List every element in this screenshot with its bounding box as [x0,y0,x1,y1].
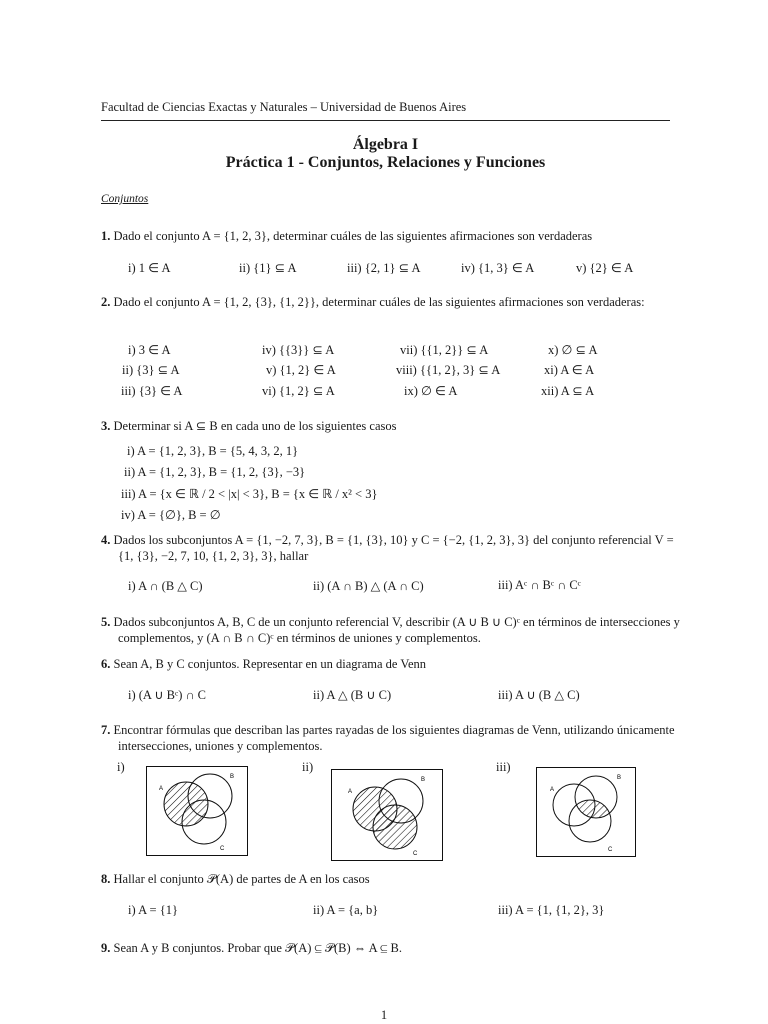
q6-item: iii) A ∪ (B △ C) [498,688,580,702]
venn-label-b: B [617,775,622,781]
question-text: Sean A, B y C conjuntos. Representar en un diagrama de Venn [113,657,427,671]
q1-item: iii) {2, 1} ⊆ A [347,261,421,275]
q2-item: xii) A ⊆ A [541,384,595,398]
venn-diagram-3 [536,767,636,857]
venn-diagram-2 [331,769,443,861]
q1-item: ii) {1} ⊆ A [239,261,297,275]
q3-item: iii) A = {x ∈ ℝ / 2 < |x| < 3}, B = {x ∈ ℝ / x² < 3} [121,487,378,501]
question-2 [101,294,689,310]
q2-item: ix) ∅ ∈ A [404,384,458,398]
venn-label-c: C [608,847,613,853]
q6-item: i) (A ∪ Bᶜ) ∩ C [128,688,206,702]
question-1 [101,228,672,244]
question-text: Dados los subconjuntos A = {1, −2, 7, 3}, B = {1, {3}, 10} y C = {−2, {1, 2, 3}, 3} del conjunto referencial V = {1, {3}, −2, 7, 10, {1, 2, 3}, 3}, hallar [113,533,674,563]
q2-item: iv) {{3}} ⊆ A [262,343,335,357]
question-text: Hallar el conjunto 𝒫(A) de partes de A en los casos [113,872,370,886]
question-3 [101,418,672,434]
q2-item: xi) A ∈ A [544,363,595,377]
q4-item: iii) Aᶜ ∩ Bᶜ ∩ Cᶜ [498,578,581,592]
venn-label-b: B [230,774,235,780]
question-text: Sean A y B conjuntos. Probar que 𝒫(A) ⊆ 𝒫(B) ⇔ A ⊆ B. [113,941,403,955]
question-text: Dado el conjunto A = {1, 2, 3}, determinar cuáles de las siguientes afirmaciones son verdaderas [113,229,593,243]
q3-item: i) A = {1, 2, 3}, B = {5, 4, 3, 2, 1} [127,444,299,458]
section-heading: Conjuntos [101,193,149,205]
question-number: 6. [101,657,111,671]
q2-item: v) {1, 2} ∈ A [266,363,336,377]
q8-item: iii) A = {1, {1, 2}, 3} [498,903,605,917]
venn-label-c: C [413,851,418,857]
q2-item: vii) {{1, 2}} ⊆ A [400,343,489,357]
q2-item: viii) {{1, 2}, 3} ⊆ A [396,363,501,377]
q3-item: ii) A = {1, 2, 3}, B = {1, 2, {3}, −3} [124,465,306,479]
page-number: 1 [380,1008,388,1022]
q6-item: ii) A △ (B ∪ C) [313,688,392,702]
question-number: 5. [101,615,111,629]
question-5 [101,614,689,646]
header-rule [101,120,670,121]
question-number: 4. [101,533,111,547]
venn-label-a: A [159,786,164,792]
q2-item: x) ∅ ⊆ A [548,343,598,357]
q4-item: ii) (A ∩ B) △ (A ∩ C) [313,579,424,593]
question-number: 3. [101,419,111,433]
q2-item: vi) {1, 2} ⊆ A [262,384,335,398]
question-text: Encontrar fórmulas que describan las partes rayadas de los siguientes diagramas de Venn, utilizando únicamente intersecciones, uniones y complementos. [113,723,675,753]
q4-item: i) A ∩ (B △ C) [128,579,203,593]
q7-item-label: iii) [496,760,511,774]
question-number: 9. [101,941,111,955]
q3-item: iv) A = {∅}, B = ∅ [121,508,221,522]
q7-item-label: i) [117,760,125,774]
question-7 [101,722,689,754]
venn-label-a: A [348,789,353,795]
question-text: Determinar si A ⊆ B en cada uno de los siguientes casos [113,419,397,433]
q2-item: iii) {3} ∈ A [121,384,183,398]
question-number: 8. [101,872,111,886]
title-main: Álgebra I [352,136,419,153]
q1-item: i) 1 ∈ A [128,261,171,275]
question-number: 2. [101,295,111,309]
q8-item: i) A = {1} [128,903,178,917]
title-sub: Práctica 1 - Conjuntos, Relaciones y Funciones [225,154,546,171]
q7-item-label: ii) [302,760,314,774]
question-6 [101,656,672,672]
question-number: 1. [101,229,111,243]
question-text: Dados subconjuntos A, B, C de un conjunto referencial V, describir (A ∪ B ∪ C)ᶜ en términos de intersecciones y complementos, y (A ∩ B ∩ C)ᶜ en términos de uniones y complementos. [113,615,680,645]
question-9 [101,940,672,956]
venn-label-b: B [421,777,426,783]
q2-item: i) 3 ∈ A [128,343,171,357]
question-text: Dado el conjunto A = {1, 2, {3}, {1, 2}}, determinar cuáles de las siguientes afirmaciones son verdaderas: [113,295,645,309]
venn-label-c: C [220,846,225,852]
venn-diagram-1 [146,766,248,856]
question-8 [101,871,672,887]
page-header: Facultad de Ciencias Exactas y Naturales – Universidad de Buenos Aires [101,100,467,114]
q2-item: ii) {3} ⊆ A [122,363,180,377]
q8-item: ii) A = {a, b} [313,903,379,917]
q1-item: v) {2} ∈ A [576,261,634,275]
q1-item: iv) {1, 3} ∈ A [461,261,535,275]
question-number: 7. [101,723,111,737]
question-4 [101,532,689,564]
venn-label-a: A [550,787,555,793]
